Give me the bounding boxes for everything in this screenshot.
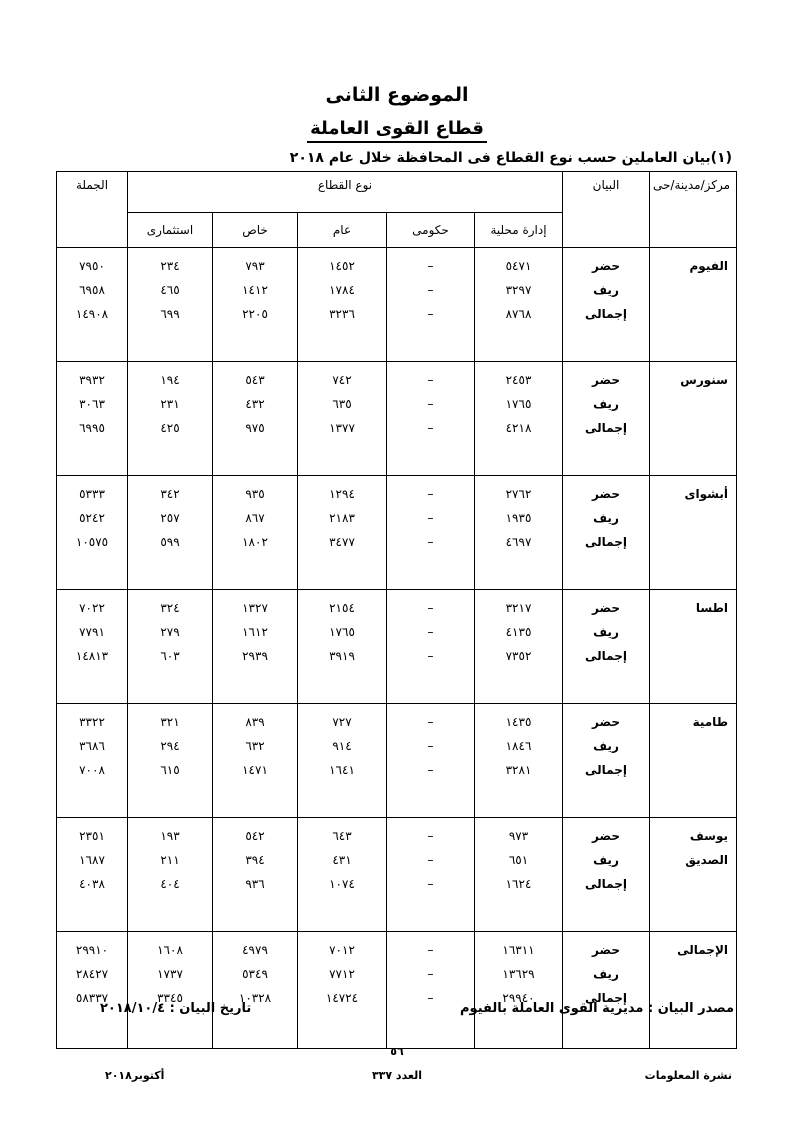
region-name: أبشواى [650,476,737,590]
local-admin-value: ٩٧٣ [508,829,529,843]
total-value: ٥٨٣٣٧ [75,991,109,1005]
public-value: ٧٠١٢ [329,943,355,957]
public-value: ٦٤٣ [332,829,352,843]
local-admin-value: ٤٢١٨ [505,421,532,435]
total-value: ١٤٩٠٨ [75,307,109,321]
total-value: ٣٩٣٢ [79,373,105,387]
private-value: ٧٩٣ [245,259,265,273]
investment-cell [128,476,213,590]
private-cell [213,362,298,476]
investment-value: ٦٩٩ [160,307,180,321]
total-value: ٥٣٣٣ [79,487,105,501]
government-value: – [427,535,434,549]
row-label: حضر [592,715,620,729]
header-statement: البيان [563,172,650,248]
government-value: – [427,397,434,411]
public-value: ٣٤٧٧ [329,535,355,549]
investment-value: ٦٠٣ [160,649,180,663]
public-value: ٧٤٢ [332,373,352,387]
row-labels [563,248,650,362]
row-label: ريف [593,739,619,753]
investment-cell [128,932,213,1049]
total-cell [57,590,128,704]
private-value: ٨٦٧ [245,511,265,525]
investment-value: ١٧٣٧ [157,967,183,981]
government-value: – [427,259,434,273]
total-value: ٤٠٣٨ [79,877,105,891]
region-name: طامية [650,704,737,818]
investment-value: ٤٦٥ [160,283,180,297]
source-note: مصدر البيان : مديرية القوى العاملة بالفيوم [460,1001,734,1016]
total-cell [57,704,128,818]
investment-value: ١٦٠٨ [157,943,183,957]
local-admin-value: ٢٩٩٤٠ [502,991,535,1005]
page-title: الموضوع الثانى [325,84,469,106]
total-value: ٢٩٩١٠ [75,943,109,957]
total-cell [57,248,128,362]
table-caption: (١)بيان العاملين حسب نوع القطاع فى المحافظة خلال عام ٢٠١٨ [289,150,732,166]
public-value: ١٠٧٤ [329,877,355,891]
total-value: ١٦٨٧ [79,853,105,867]
local-admin-value: ١٨٤٦ [505,739,532,753]
private-cell [213,248,298,362]
public-value: ١٣٧٧ [329,421,355,435]
publication-name: نشرة المعلومات [644,1069,732,1082]
total-value: ٢٣٥١ [79,829,105,843]
public-value: ١٤٧٢٤ [325,991,359,1005]
public-value: ٩١٤ [332,739,352,753]
total-cell [57,476,128,590]
row-label: حضر [592,601,620,615]
header-investment: استثمارى [128,213,213,248]
issue-month: أكتوبر٢٠١٨ [105,1069,165,1082]
local-admin-value: ٦٥١ [508,853,529,867]
table-row [57,590,737,704]
private-value: ١٠٣٢٨ [238,991,272,1005]
public-value: ١٧٦٥ [329,625,355,639]
investment-value: ٣٢١ [160,715,180,729]
row-label: حضر [592,487,620,501]
public-value: ١٢٩٤ [329,487,355,501]
public-cell [298,590,387,704]
total-value: ٦٩٩٥ [79,421,105,435]
public-value: ٤٣١ [332,853,352,867]
public-cell [298,248,387,362]
investment-value: ٣٣٤٥ [157,991,183,1005]
government-value: – [427,943,434,957]
page-number: ٥٦ [390,1045,404,1058]
row-label: حضر [592,943,620,957]
public-value: ٧٧١٢ [329,967,355,981]
row-labels [563,362,650,476]
workforce-table [56,171,737,1049]
government-value: – [427,967,434,981]
private-cell [213,818,298,932]
private-value: ٩٧٥ [245,421,265,435]
row-label: ريف [593,397,619,411]
row-label: حضر [592,259,620,273]
region-name: يوسف الصديق [650,818,737,932]
investment-value: ٣٤٢ [160,487,180,501]
row-label: ريف [593,283,619,297]
investment-value: ٢٥٧ [160,511,180,525]
total-value: ٧٧٩١ [79,625,105,639]
local-admin-value: ٢٤٥٣ [505,373,532,387]
investment-value: ٢١١ [160,853,180,867]
total-value: ٢٨٤٢٧ [75,967,109,981]
private-value: ١٤١٢ [242,283,268,297]
public-cell [298,818,387,932]
header-private: خاص [213,213,298,248]
investment-cell [128,590,213,704]
government-cell [387,818,475,932]
public-value: ١٧٨٤ [329,283,355,297]
total-value: ٧٠٢٢ [79,601,105,615]
private-cell [213,590,298,704]
private-value: ٨٣٩ [245,715,265,729]
government-value: – [427,511,434,525]
public-value: ٢١٨٣ [329,511,355,525]
total-cell [57,362,128,476]
total-value: ٣٦٨٦ [79,739,105,753]
region-name: سنورس [650,362,737,476]
table-row [57,476,737,590]
total-value: ٦٩٥٨ [79,283,105,297]
local-admin-cell [475,818,563,932]
investment-value: ٢٣١ [160,397,180,411]
row-label: إجمالى [585,649,627,663]
header-total: الجملة [57,172,128,248]
government-value: – [427,601,434,615]
local-admin-value: ١٩٣٥ [505,511,532,525]
local-admin-cell [475,248,563,362]
investment-cell [128,818,213,932]
government-value: – [427,307,434,321]
header-government: حكومى [387,213,475,248]
local-admin-value: ١٦٣١١ [502,943,535,957]
government-cell [387,932,475,1049]
private-value: ٥٤٣ [245,373,265,387]
government-cell [387,476,475,590]
local-admin-value: ٤١٣٥ [505,625,532,639]
government-value: – [427,649,434,663]
public-value: ١٤٥٢ [329,259,355,273]
total-value: ٣٠٦٣ [79,397,105,411]
public-cell [298,704,387,818]
government-value: – [427,739,434,753]
total-value: ٣٣٢٢ [79,715,105,729]
page-subtitle [0,118,794,139]
public-cell [298,362,387,476]
local-admin-cell [475,704,563,818]
government-value: – [427,829,434,843]
total-value: ٧٩٥٠ [79,259,105,273]
total-cell [57,818,128,932]
government-value: – [427,715,434,729]
private-value: ٥٣٤٩ [242,967,268,981]
row-label: إجمالى [585,307,627,321]
government-value: – [427,991,434,1005]
government-cell [387,704,475,818]
private-value: ٩٣٦ [245,877,265,891]
government-value: – [427,421,434,435]
government-cell [387,590,475,704]
government-value: – [427,487,434,501]
local-admin-value: ٤٦٩٧ [505,535,532,549]
region-name: الإجمالى [650,932,737,1049]
local-admin-cell [475,362,563,476]
investment-cell [128,704,213,818]
local-admin-value: ١٦٢٤ [505,877,532,891]
header-region: مركز/مدينة/حى [650,172,737,248]
local-admin-cell [475,476,563,590]
issue-number: العدد ٣٣٧ [371,1069,423,1082]
total-value: ٧٠٠٨ [79,763,105,777]
local-admin-cell [475,932,563,1049]
government-value: – [427,373,434,387]
public-value: ٣٢٣٦ [329,307,355,321]
investment-cell [128,362,213,476]
row-label: إجمالى [585,991,627,1005]
header-local-admin: إدارة محلية [475,213,563,248]
private-value: ٣٩٤ [245,853,265,867]
investment-value: ٤٢٥ [160,421,180,435]
row-label: ريف [593,967,619,981]
table-row [57,932,737,1049]
investment-cell [128,248,213,362]
local-admin-cell [475,590,563,704]
row-label: إجمالى [585,421,627,435]
public-value: ٢١٥٤ [329,601,355,615]
private-value: ٦٣٢ [245,739,265,753]
row-label: ريف [593,853,619,867]
local-admin-value: ٥٤٧١ [505,259,532,273]
investment-value: ٦١٥ [160,763,180,777]
local-admin-value: ١٣٦٢٩ [502,967,535,981]
table-row [57,248,737,362]
investment-value: ٥٩٩ [160,535,180,549]
government-cell [387,362,475,476]
private-value: ٢٩٣٩ [242,649,268,663]
page-subtitle-text: قطاع القوى العاملة [307,118,487,143]
table-row [57,704,737,818]
local-admin-value: ٣٢٨١ [505,763,532,777]
total-value: ١٠٥٧٥ [75,535,109,549]
local-admin-value: ١٧٦٥ [505,397,532,411]
private-value: ١٦١٢ [242,625,268,639]
total-value: ١٤٨١٣ [75,649,109,663]
private-cell [213,704,298,818]
government-value: – [427,877,434,891]
investment-value: ١٩٤ [160,373,180,387]
investment-value: ٣٢٤ [160,601,180,615]
region-name: اطسا [650,590,737,704]
private-cell [213,932,298,1049]
public-value: ٣٩١٩ [329,649,355,663]
row-labels [563,590,650,704]
government-value: – [427,763,434,777]
private-value: ١٣٢٧ [242,601,268,615]
private-value: ١٤٧١ [242,763,268,777]
private-cell [213,476,298,590]
investment-value: ٢٧٩ [160,625,180,639]
investment-value: ١٩٣ [160,829,180,843]
row-labels [563,704,650,818]
private-value: ١٨٠٢ [242,535,268,549]
row-labels [563,932,650,1049]
private-value: ٥٤٢ [245,829,265,843]
local-admin-value: ٢٧٦٢ [505,487,532,501]
public-cell [298,476,387,590]
government-value: – [427,853,434,867]
total-value: ٥٢٤٢ [79,511,105,525]
statement-date: تاريخ البيان : ٢٠١٨/١٠/٤ [100,1001,252,1016]
local-admin-value: ٧٣٥٢ [505,649,532,663]
row-labels [563,476,650,590]
local-admin-value: ١٤٣٥ [505,715,532,729]
government-value: – [427,283,434,297]
header-public: عام [298,213,387,248]
government-cell [387,248,475,362]
row-label: ريف [593,511,619,525]
investment-value: ٤٠٤ [160,877,180,891]
public-value: ١٦٤١ [329,763,355,777]
investment-value: ٢٩٤ [160,739,180,753]
local-admin-value: ٣٢٩٧ [505,283,532,297]
public-value: ٧٢٧ [332,715,352,729]
local-admin-value: ٨٧٦٨ [505,307,532,321]
row-label: إجمالى [585,877,627,891]
investment-value: ٢٣٤ [160,259,180,273]
row-label: حضر [592,829,620,843]
row-label: ريف [593,625,619,639]
table-row [57,362,737,476]
local-admin-value: ٣٢١٧ [505,601,532,615]
public-cell [298,932,387,1049]
row-labels [563,818,650,932]
total-cell [57,932,128,1049]
row-label: حضر [592,373,620,387]
government-value: – [427,625,434,639]
region-name: الفيوم [650,248,737,362]
table-row [57,818,737,932]
header-sector-type: نوع القطاع [128,172,563,213]
public-value: ٦٣٥ [332,397,352,411]
private-value: ٢٢٠٥ [242,307,268,321]
private-value: ٩٣٥ [245,487,265,501]
row-label: إجمالى [585,763,627,777]
private-value: ٤٩٧٩ [242,943,268,957]
private-value: ٤٣٢ [245,397,265,411]
row-label: إجمالى [585,535,627,549]
